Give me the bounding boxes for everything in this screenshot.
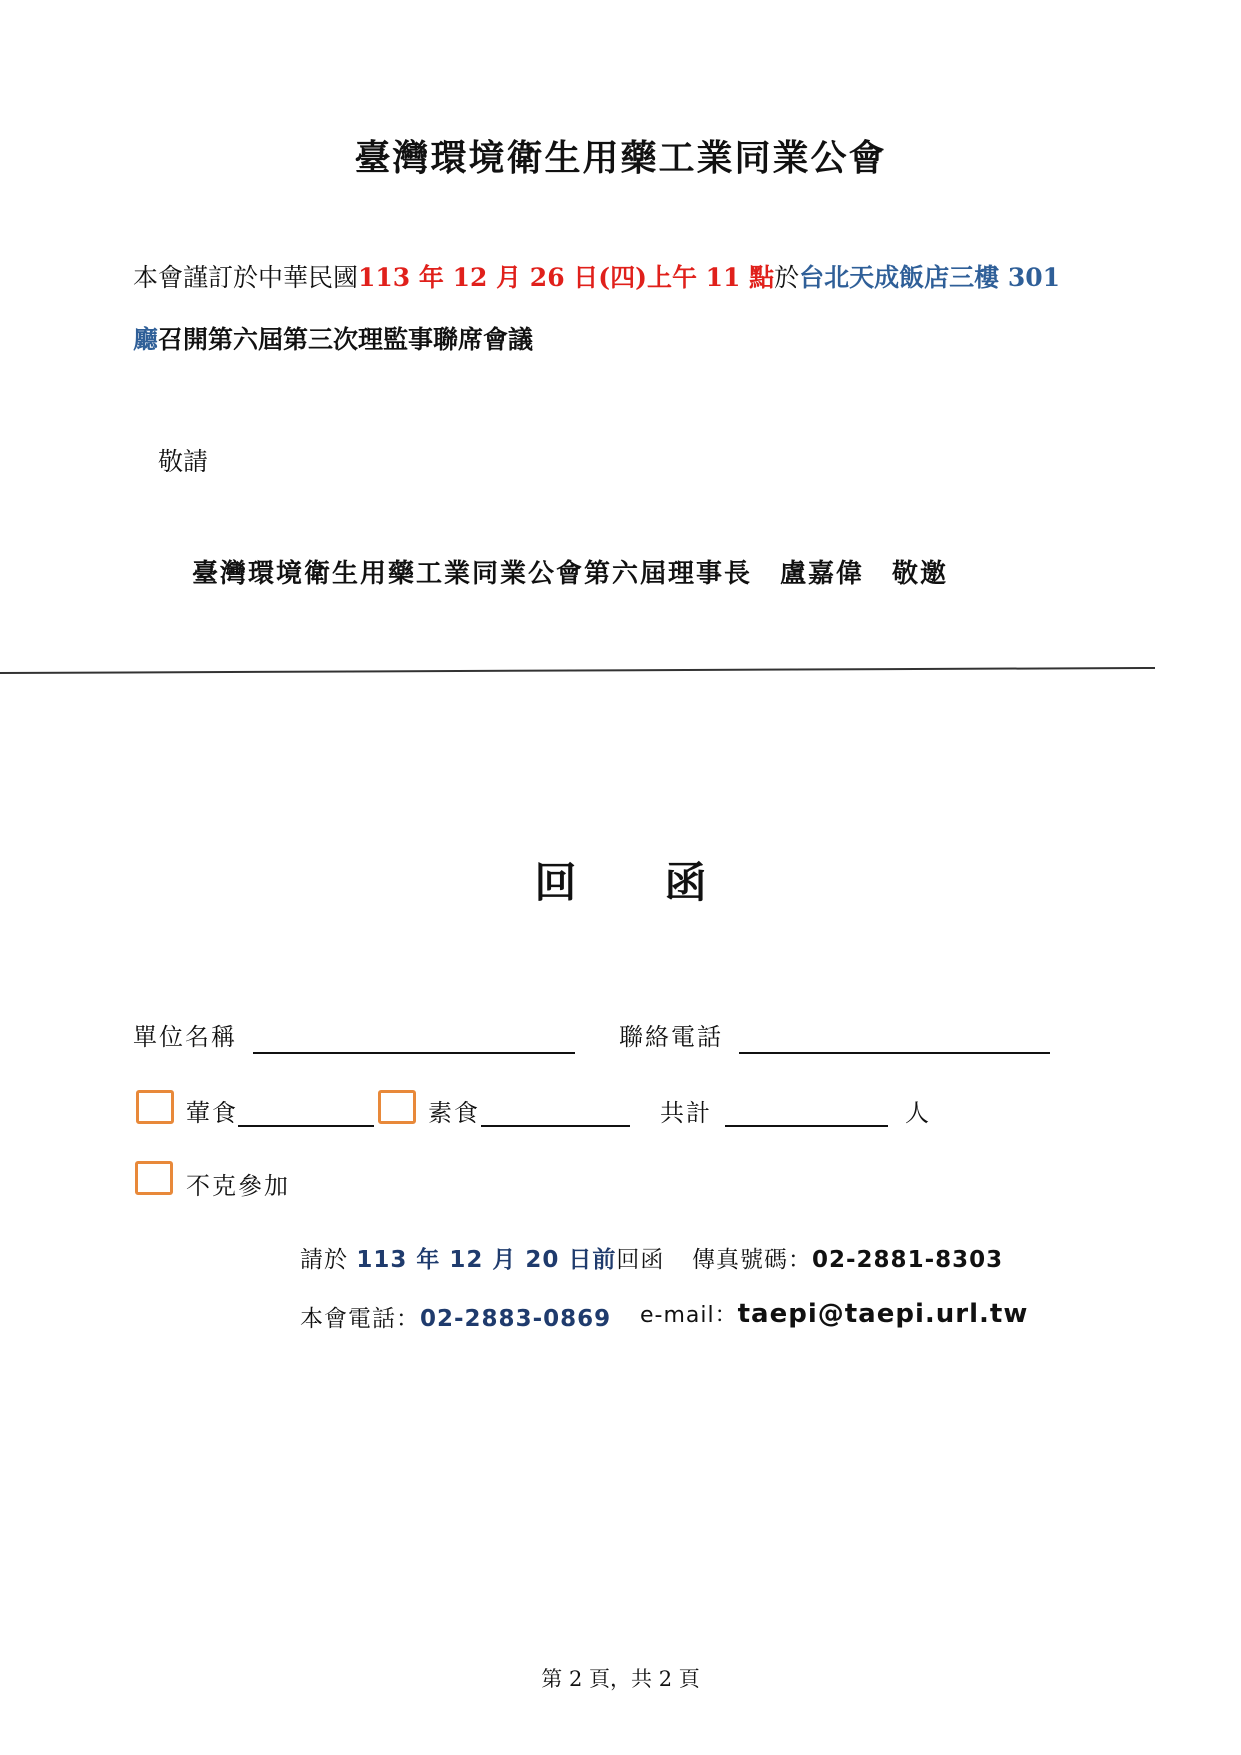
fax-label: 傳真號碼： — [692, 1247, 812, 1273]
contact-phone-field[interactable] — [739, 1052, 1050, 1054]
deadline-date: 113 年 12 月 20 日前 — [356, 1247, 617, 1273]
notice-mid: 於 — [774, 263, 800, 292]
signature — [192, 553, 948, 590]
page-number-footer — [0, 1663, 1241, 1693]
fax-line — [692, 1241, 1003, 1274]
deadline-prefix: 請於 — [300, 1247, 348, 1273]
veg-meal-label: 素食 — [428, 1099, 480, 1127]
contact-phone-label: 聯絡電話 — [619, 1023, 723, 1051]
page-prefix: 第 — [541, 1667, 563, 1691]
page-current: 2 — [568, 1667, 583, 1691]
greeting: 敬請 — [158, 447, 209, 476]
notice-line-1 — [133, 258, 1060, 294]
tel-number: 02-2883-0869 — [420, 1306, 612, 1332]
divider-line — [0, 667, 1155, 674]
signature-closing: 敬邀 — [892, 559, 949, 589]
email-label: e-mail： — [640, 1303, 738, 1328]
reply-title-char1: 回 — [534, 858, 577, 907]
meat-count-field[interactable] — [238, 1125, 374, 1127]
notice-line-2 — [133, 320, 533, 356]
veg-meal-checkbox[interactable] — [378, 1090, 416, 1124]
email-line — [640, 1298, 1028, 1329]
tel-line — [300, 1300, 611, 1333]
meat-meal-label: 葷食 — [186, 1099, 238, 1127]
signature-org: 臺灣環境衛生用藥工業同業公會第六屆理事長 — [192, 559, 753, 589]
meat-meal-checkbox[interactable] — [136, 1090, 174, 1124]
fax-number: 02-2881-8303 — [812, 1247, 1004, 1273]
reply-title-char2: 函 — [664, 858, 707, 907]
deadline-suffix: 回函 — [616, 1247, 665, 1273]
absent-label: 不克參加 — [186, 1172, 290, 1200]
deadline-line — [300, 1241, 664, 1274]
page-total: 2 — [658, 1667, 673, 1691]
meeting-venue-part2: 廳 — [133, 325, 159, 354]
veg-count-field[interactable] — [481, 1125, 630, 1127]
meeting-agenda: 召開第六屆第三次理監事聯席會議 — [158, 325, 534, 354]
page-title: 臺灣環境衛生用藥工業同業公會 — [354, 137, 887, 179]
meeting-venue-part1: 台北天成飯店三樓 301 — [799, 263, 1061, 292]
unit-name-label: 單位名稱 — [133, 1023, 237, 1051]
email-address[interactable]: taepi@taepi.url.tw — [737, 1299, 1029, 1329]
page-suffix: 頁 — [678, 1667, 700, 1691]
notice-prefix: 本會謹訂於中華民國 — [133, 263, 359, 292]
tel-label: 本會電話： — [300, 1306, 420, 1332]
unit-name-field[interactable] — [253, 1052, 575, 1054]
person-unit-label: 人 — [905, 1099, 931, 1127]
total-count-field[interactable] — [725, 1125, 888, 1127]
signature-name: 盧嘉偉 — [780, 559, 865, 589]
reply-title — [0, 850, 1241, 910]
absent-checkbox[interactable] — [135, 1161, 173, 1195]
total-label: 共計 — [660, 1099, 712, 1127]
meeting-datetime: 113 年 12 月 26 日(四)上午 11 點 — [358, 263, 775, 292]
page-mid: 頁，共 — [589, 1667, 652, 1691]
